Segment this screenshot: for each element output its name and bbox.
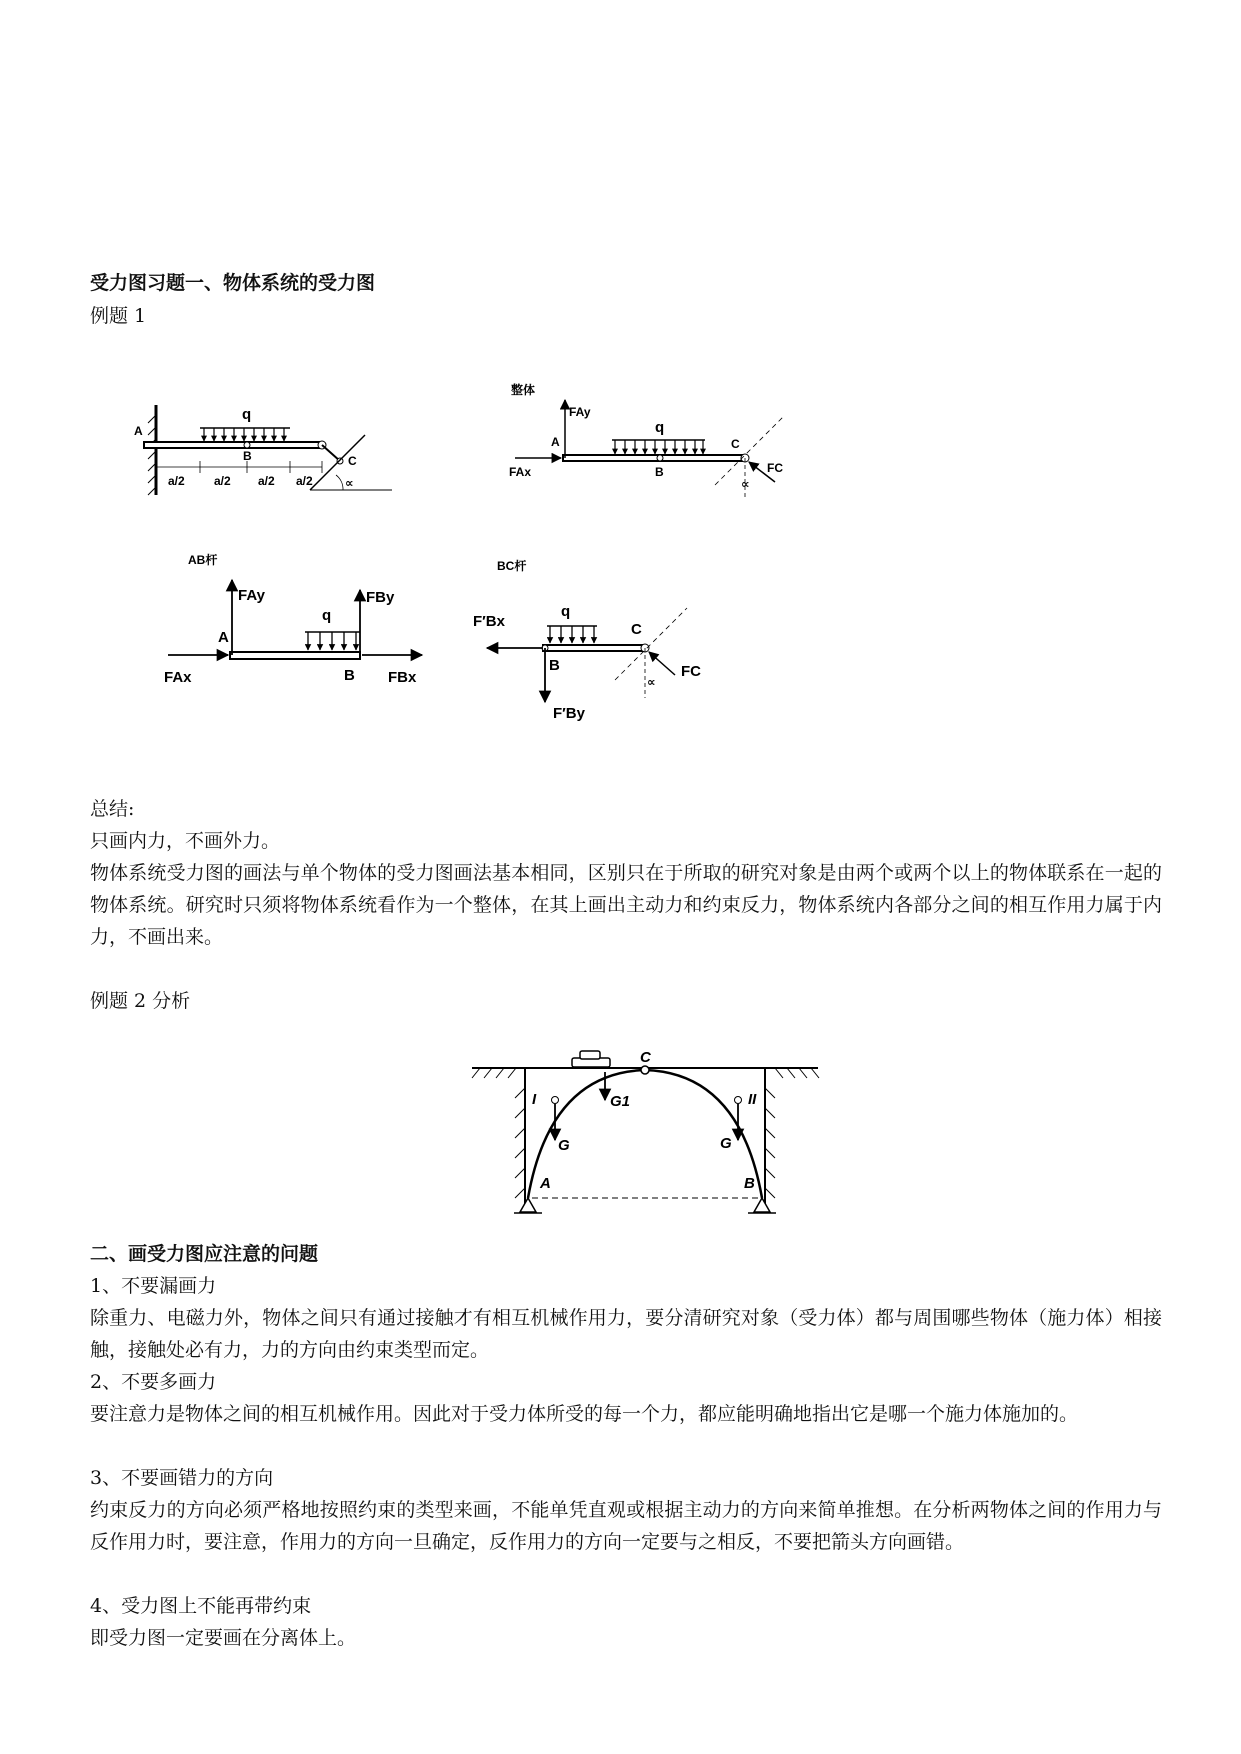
dimension-label: a/2 [168, 474, 185, 488]
weight-g-right-label: G [720, 1135, 732, 1152]
section2-item-heading: 3、不要画错力的方向 [90, 1467, 274, 1489]
force-fax-label: FAx [164, 669, 192, 686]
force-fc-label: FC [681, 663, 701, 680]
point-b-label: B [744, 1175, 755, 1192]
fig-original-structure [130, 395, 410, 505]
fig-whole-system [505, 380, 795, 505]
section2-item-heading: 2、不要多画力 [90, 1371, 217, 1393]
point-c-label: C [348, 454, 357, 468]
point-c-label: C [731, 437, 740, 451]
page-title: 受力图习题一、物体系统的受力图 [90, 272, 376, 294]
point-b-label: B [549, 657, 560, 674]
section2-item-text: 除重力、电磁力外，物体之间只有通过接触才有相互机械作用力，要分清研究对象（受力体）都与周围哪些物体（施力体）相接触，接触处必有力，力的方向由约束类型而定。 [90, 1307, 1162, 1361]
point-b-label: B [243, 449, 252, 463]
fig-ab-caption: AB杆 [188, 553, 218, 567]
fig-whole-caption: 整体 [511, 383, 536, 397]
part-ii-label: II [748, 1091, 757, 1108]
force-fc-label: FC [767, 461, 783, 475]
dimension-label: a/2 [296, 474, 313, 488]
section2-title: 二、画受力图应注意的问题 [90, 1243, 319, 1265]
point-b-label: B [655, 465, 664, 479]
dimension-label: a/2 [214, 474, 231, 488]
point-a-label: A [540, 1175, 551, 1192]
force-fay-label: FAy [238, 587, 265, 604]
summary-line1: 只画内力，不画外力。 [90, 830, 281, 852]
section2-item-heading: 1、不要漏画力 [90, 1275, 217, 1297]
load-q-label: q [242, 406, 252, 423]
section2-item-text: 约束反力的方向必须严格地按照约束的类型来画，不能单凭直观或根据主动力的方向来简单推想。在分析两物体之间的作用力与反作用力时，要注意，作用力的方向一旦确定，反作用力的方向一定要与之相反，不要把箭头方向画错。 [90, 1499, 1162, 1553]
angle-label: ∝ [647, 675, 656, 689]
force-fax-label: FAx [509, 465, 532, 479]
weight-g1-label: G1 [610, 1093, 631, 1110]
section2-item-text: 要注意力是物体之间的相互机械作用。因此对于受力体所受的每一个力，都应能明确地指出它是哪一个施力体施加的。 [90, 1403, 1079, 1425]
point-c-label: C [631, 621, 642, 638]
weight-g-left-label: G [558, 1137, 570, 1154]
force-fbx-prime-label: F′Bx [473, 613, 505, 630]
load-q-label: q [655, 419, 665, 436]
force-fby-prime-label: F′By [553, 705, 585, 722]
part-i-label: I [532, 1091, 537, 1108]
angle-label: ∝ [345, 476, 354, 490]
summary-label: 总结: [90, 798, 135, 820]
fig-bc-caption: BC杆 [497, 559, 527, 573]
example2-label: 例题 2 分析 [90, 990, 191, 1012]
point-a-label: A [134, 424, 143, 438]
point-c-label: C [640, 1049, 651, 1066]
section2-item-heading: 4、受力图上不能再带约束 [90, 1595, 312, 1617]
summary-paragraph: 物体系统受力图的画法与单个物体的受力图画法基本相同，区别只在于所取的研究对象是由两个或两个以上的物体联系在一起的物体系统。研究时只须将物体系统看作为一个整体，在其上画出主动力和约束反力，物体系统内各部分之间的相互作用力属于内力，不画出来。 [90, 862, 1162, 948]
point-b-label: B [344, 667, 355, 684]
fig-arch-bridge [470, 1048, 820, 1223]
force-fay-label: FAy [569, 405, 591, 419]
example1-label: 例题 1 [90, 305, 147, 327]
load-q-label: q [322, 607, 332, 624]
section2-item-text: 即受力图一定要画在分离体上。 [90, 1627, 357, 1649]
force-fbx-label: FBx [388, 669, 417, 686]
load-q-label: q [561, 603, 571, 620]
angle-label: ∝ [741, 477, 750, 491]
point-a-label: A [551, 435, 560, 449]
point-a-label: A [218, 629, 229, 646]
dimension-label: a/2 [258, 474, 275, 488]
force-fby-label: FBy [366, 589, 395, 606]
fig-ab-bar [160, 550, 440, 690]
fig-bc-bar [465, 550, 735, 730]
